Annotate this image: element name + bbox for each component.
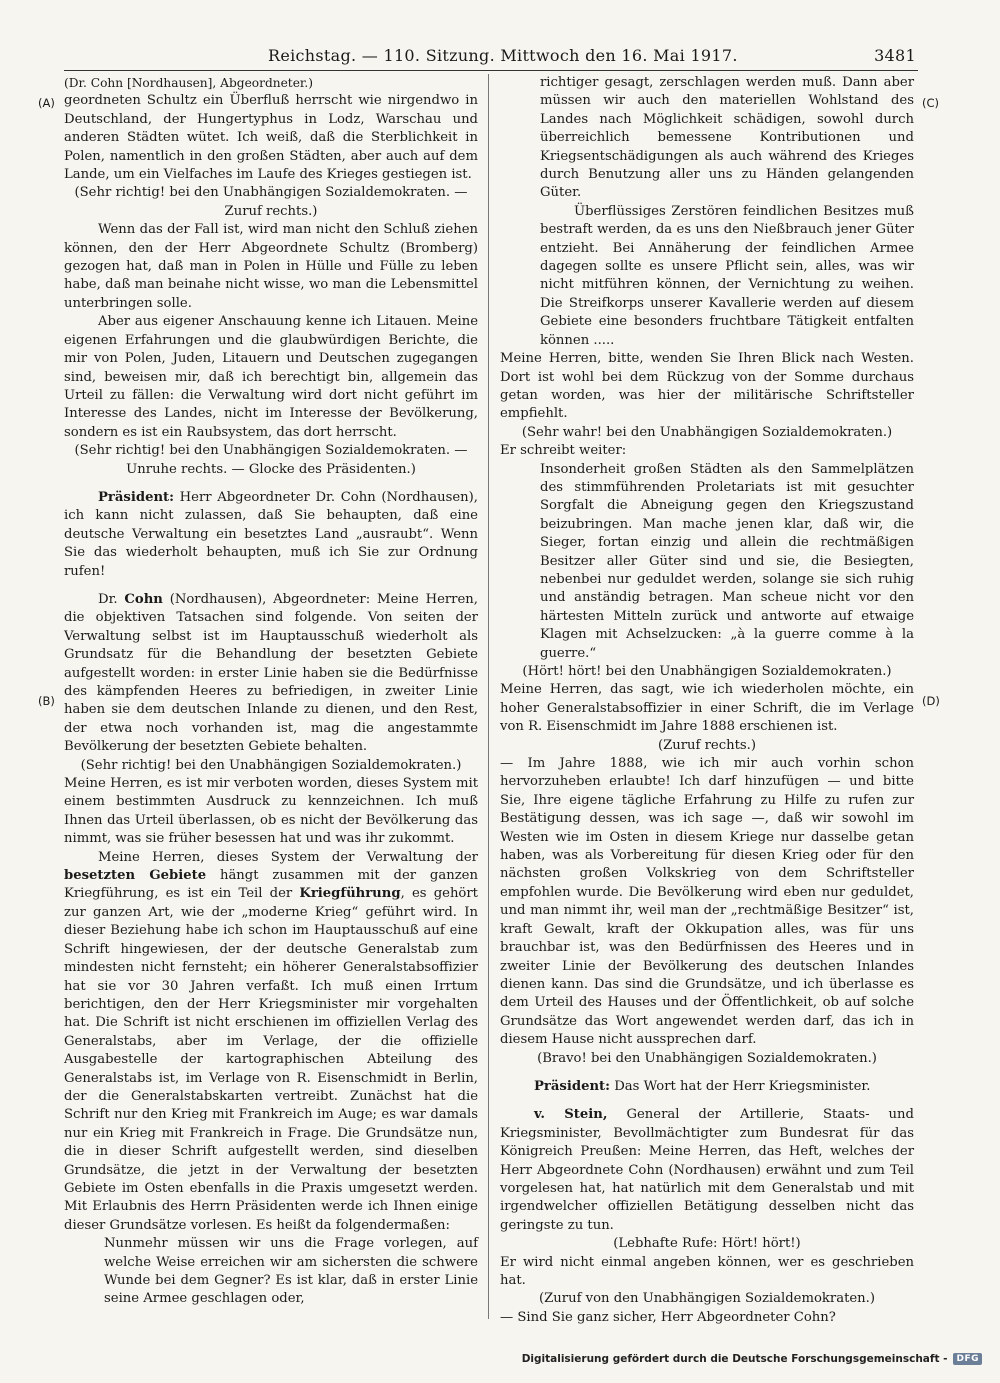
funding-footer (522, 1353, 982, 1365)
cohn-speech (64, 591, 478, 757)
speaker-cohn: Cohn (124, 591, 163, 607)
interjection: (Sehr wahr! bei den Unabhängigen Sozialdemokraten.) (521, 424, 893, 440)
interjection: (Hört! hört! bei den Unabhängigen Sozialdemokraten.) (522, 664, 892, 679)
quotation: Insonderheit großen Städten als den Sammelplätzen des stimmführenden Proletariats ist mit gesuchter Sorgfalt die Abneigung gegen den Kriegszustand beizubringen. Man mache jenen klar, daß wir, die Sieger, fortan einzig und allein die rechtmäßigen Besitzer aller Güter sind und sie, die Besiegten, nebenbei nur geduldet werden, solange sie sich ruhig und anständig betragen. Man scheue nicht vor den härtesten Mitteln zurück und antworte auf etwaige Klagen mit Achselzucken: „à la guerre comme à la guerre.“ (540, 461, 914, 661)
right-column (500, 74, 914, 1325)
stein-speech-text: General der Artillerie, Staats- und Kriegsminister, Bevollmächtigter zum Bundesrat für das Königreich Preußen: Meine Herren, das Heft, welches der Herr Abgeordnete Cohn (Nordhausen) erwähnt und zum Teil vorgelesen hat, hat natürlich mit dem Generalstab und mit irgendwelcher offiziellen Betätigung desselben nicht das geringste zu tun. (500, 1107, 914, 1233)
interjection: (Lebhafte Rufe: Hört! hört!) (613, 1236, 801, 1252)
margin-marker-b: (B) (38, 694, 55, 708)
president-remark (64, 489, 478, 581)
emphasis-besetzte-gebiete: besetzten Gebiete (64, 868, 207, 884)
page-header (268, 46, 916, 68)
emphasis-kriegfuehrung: Kriegführung (299, 886, 401, 902)
paragraph-middle: hängt zusammen mit der ganzen Kriegführung, es ist ein Teil der (64, 868, 478, 902)
funding-text: Digitalisierung gefördert durch die Deutsche Forschungsgemeinschaft - (521, 1353, 948, 1365)
speaker-continuation: (Dr. Cohn [Nordhausen], Abgeordneter.) (64, 76, 314, 90)
paragraph: Aber aus eigener Anschauung kenne ich Litauen. Meine eigenen Erfahrungen und die glaubwürdigen Berichte, die mir von Polen, Juden, Litauern und Deutschen zugegangen sind, beweisen mir, daß ich berechtigt bin, allgemein das Urteil zu fällen: die Verwaltung wird dort nicht geführt im Interesse des Landes, nicht im Interesse der Bevölkerung, sondern es ist ein Raubsystem, das dort herrscht. (64, 314, 478, 440)
stein-speech (500, 1106, 914, 1235)
paragraph: Meine Herren, bitte, wenden Sie Ihren Blick nach Westen. Dort ist wohl bei dem Rückzug von der Somme durchaus getan worden, was hier der militärische Schriftsteller empfiehlt. (500, 351, 914, 422)
header-rule (64, 70, 918, 71)
paragraph: — Sind Sie ganz sicher, Herr Abgeordneter Cohn? (500, 1309, 836, 1325)
quotation: Überflüssiges Zerstören feindlichen Besitzes muß bestraft werden, da es uns den Nießbrauch jener Güter entzieht. Bei Annäherung der feindlichen Armee dagegen sollte es unsere Pflicht sein, alles, was wir nicht mitführen können, der Vernichtung zu weihen. Die Streifkorps unserer Kavallerie werden auf diesem Gebiete eine besonders fruchtbare Tätigkeit entfalten können ..... (540, 203, 914, 348)
paragraph: Er wird nicht einmal angeben können, wer es geschrieben hat. (500, 1254, 914, 1288)
paragraph: geordneten Schultz ein Überfluß herrscht wie nirgendwo in Deutschland, der Hungertyphus in Lodz, Warschau und anderen Städten wütet. Ich weiß, daß die Sterblichkeit in Polen, namentlich in den großen Städten, aber auch auf dem Lande, um ein Vielfaches im Laufe des Krieges gestiegen ist. (64, 93, 478, 183)
paragraph: Meine Herren, es ist mir verboten worden, dieses System mit einem bestimmten Ausdruck zu kennzeichnen. Ich muß Ihnen das Urteil überlassen, ob es nicht der Bevölkerung das nimmt, was sie früher besessen hat und was ihr zukommt. (64, 776, 478, 847)
interjection: (Zuruf von den Unabhängigen Sozialdemokraten.) (538, 1291, 876, 1307)
margin-marker-a: (A) (38, 96, 55, 110)
president-remark-text: Das Wort hat der Herr Kriegsminister. (614, 1078, 871, 1094)
quotation: Nunmehr müssen wir uns die Frage vorlegen, auf welche Weise erreichen wir am sichersten die schwere Wunde bei dem Gegner? Es ist klar, daß in erster Linie seine Armee geschlagen oder, (104, 1236, 478, 1307)
paragraph: Er schreibt weiter: (500, 443, 627, 459)
interjection: (Zuruf rechts.) (657, 737, 757, 753)
speaker-cohn-prefix: Dr. (98, 591, 118, 607)
interjection: (Sehr richtig! bei den Unabhängigen Sozialdemokraten. — Zuruf rechts.) (74, 185, 468, 219)
page-number: 3481 (874, 46, 916, 65)
paragraph-intro: Meine Herren, dieses System der Verwaltung der (98, 849, 478, 865)
left-column (64, 74, 478, 1321)
paragraph-rest: , es gehört zur ganzen Art, wie der „moderne Krieg“ geführt wird. In dieser Beziehung habe ich schon im Hauptausschuß auf eine Schrift hingewiesen, der der deutsche Generalstab zum mindesten nicht fernsteht; ein höherer Generalstabsoffizier hat sie vor 30 Jahren verfaßt. Ich muß einen Irrtum berichtigen, den der Herr Kriegsminister mir vorgehalten hat. Die Schrift ist nicht erschienen im offiziellen Verlag des Generalstabs, aber im Verlage, der die offizielle Ausgabestelle der kartographischen Abteilung des Generalstabs ist, im Verlage von R. Eisenschmidt in Berlin, der die Generalstabskarten vertreibt. Zunächst hat die Schrift nur den Krieg mit Frankreich im Auge; es war damals nur ein Krieg mit Frankreich in Frage. Die Grundsätze nun, die in dieser Schrift aufgestellt werden, sind dieselben Grundsätze, die jetzt in der Verwaltung der besetzten Gebiete im Osten ebenfalls in die Praxis umgesetzt werden. Mit Erlaubnis des Herrn Präsidenten werde ich Ihnen einige dieser Grundsätze vorlesen. Es heißt da folgendermaßen: (64, 886, 478, 1233)
speaker-stein: v. Stein, (534, 1107, 608, 1123)
column-divider (488, 74, 489, 1319)
margin-marker-c: (C) (922, 96, 940, 110)
paragraph: — Im Jahre 1888, wie ich mir auch vorhin schon hervorzuheben erlaubte! Ich darf hinzufügen — und bitte Sie, Ihre eigene tägliche Erfahrung zu Hilfe zu rufen zur Bestätigung dessen, was ich sage —, daß wir sowohl im Westen wie im Osten in diesem Kriege nur dasselbe getan haben, was als Vorbereitung für diesen Krieg oder für den nächsten großen Volkskrieg von dem Schriftsteller empfohlen wurde. Die Bevölkerung wird eben nur geduldet, und man nimmt ihr, weil man der „rechtmäßige Besitzer“ ist, kraft Gewalt, kraft der Okkupation alles, was für uns brauchbar ist, was den Bedürfnissen des Heeres und in zweiter Linie der Bevölkerung des deutschen Inlandes dienen kann. Das sind die Grundsätze, und ich überlasse es dem Urteil des Hauses und der Öffentlichkeit, ob auf solche Grundsätze das Wort angewendet werden darf, das ich in diesem Hause nicht aussprechen darf. (500, 756, 914, 1048)
speaker-cohn-role: (Nordhausen), Abgeordneter: (169, 591, 371, 607)
paragraph: Wenn das der Fall ist, wird man nicht den Schluß ziehen können, den der Herr Abgeordnete Schultz (Bromberg) gezogen hat, daß man in Polen in Hülle und Fülle zu leben habe, daß man beinahe nicht wisse, wo man die Lebensmittel unterbringen solle. (64, 222, 478, 311)
quotation: richtiger gesagt, zerschlagen werden muß. Dann aber müssen wir auch den materiellen Wohlstand des Landes nach Möglichkeit schädigen, sowohl durch überreichlich bemessene Kontributionen und Kriegsentschädigungen als auch während des Krieges durch Benutzung aller uns zu Händen gelangenden Güter. (540, 75, 914, 201)
cohn-speech-text: Meine Herren, die objektiven Tatsachen sind folgende. Von seiten der Verwaltung selbst ist im Hauptausschuß wiederholt als Grundsatz für die Behandlung der besetzten Gebiete aufgestellt worden: in erster Linie haben sie die Bedürfnisse des kämpfenden Heeres zu befriedigen, in zweiter Linie haben sie dem deutschen Inlande zu dienen, und den Rest, der etwa noch vorhanden ist, mag die angestammte Bevölkerung der besetzten Gebiete behalten. (64, 591, 478, 755)
paragraph: Meine Herren, das sagt, wie ich wiederholen möchte, ein hoher Generalstabsoffizier in einer Schrift, die im Verlage von R. Eisenschmidt im Jahre 1888 erschienen ist. (500, 682, 914, 735)
interjection: (Bravo! bei den Unabhängigen Sozialdemokraten.) (537, 1050, 877, 1066)
president-remark-text: Herr Abgeordneter Dr. Cohn (Nordhausen), ich kann nicht zulassen, daß Sie behaupten, daß eine deutsche Verwaltung ein besetztes Land „ausraubt“. Wenn Sie das wiederholt behaupten, muß ich Sie zur Ordnung rufen! (64, 489, 478, 579)
page-header-title: Reichstag. — 110. Sitzung. Mittwoch den 16. Mai 1917. (268, 46, 738, 65)
speaker-president: Präsident: (534, 1078, 611, 1094)
margin-marker-d: (D) (922, 694, 940, 708)
speaker-president: Präsident: (98, 489, 175, 505)
interjection: (Sehr richtig! bei den Unabhängigen Sozialdemokraten.) (80, 757, 462, 773)
dfg-logo-icon: DFG (953, 1353, 982, 1365)
paragraph-besetzte-gebiete (64, 849, 478, 1236)
president-remark (500, 1078, 914, 1096)
interjection: (Sehr richtig! bei den Unabhängigen Sozialdemokraten. — Unruhe rechts. — Glocke des Präsidenten.) (74, 443, 468, 477)
